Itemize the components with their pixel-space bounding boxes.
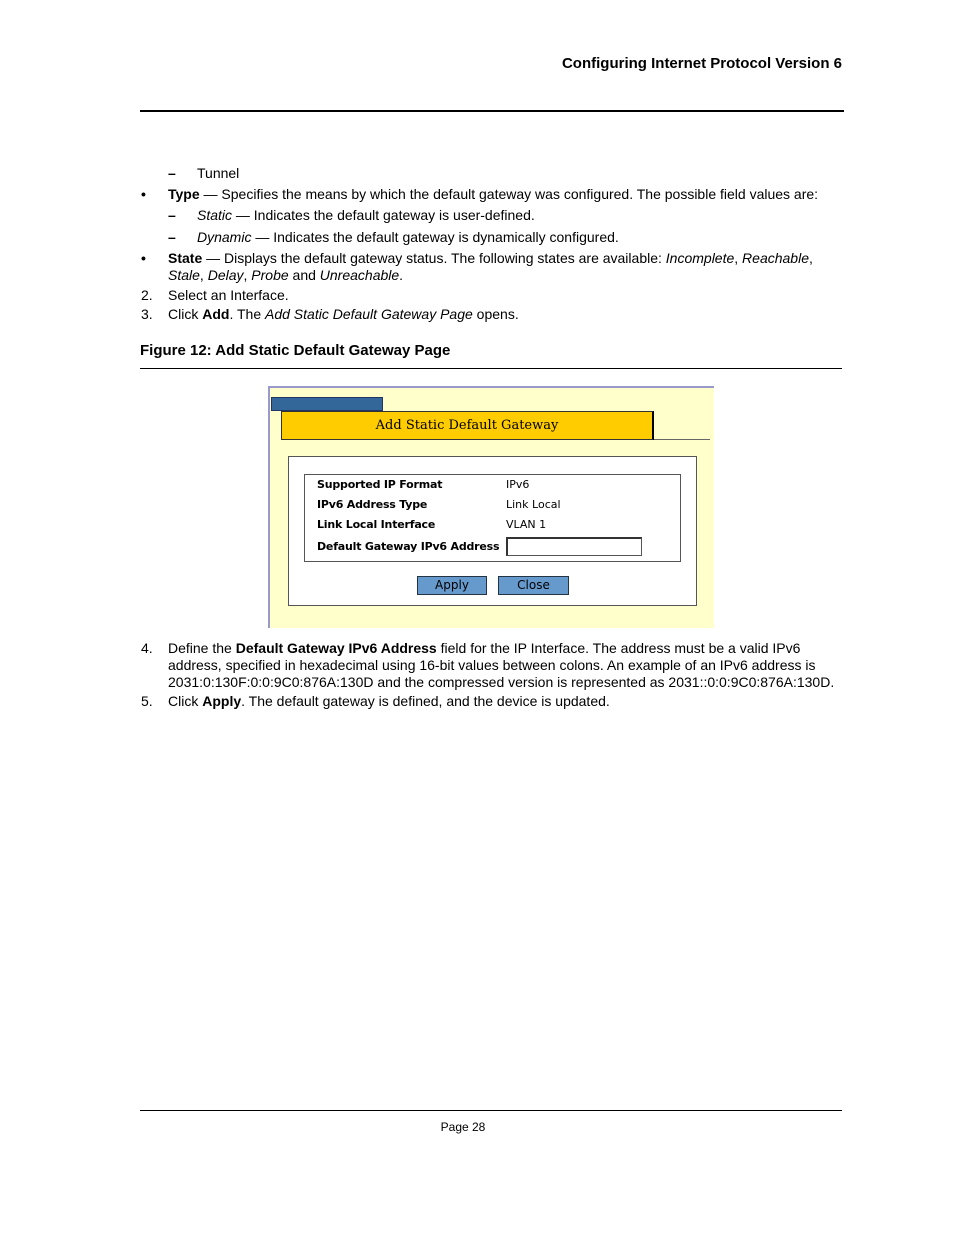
header-divider [140, 110, 844, 112]
list-dash: – [168, 207, 176, 223]
separator: and [288, 267, 320, 283]
list-dash: – [168, 229, 176, 245]
step-3-mid: . The [229, 306, 265, 322]
step-4-line2: address, specified in hexadecimal using 16-bit values between colons. An example of an IPv6 address is [168, 657, 816, 673]
step-4-field-name: Default Gateway IPv6 Address [235, 640, 437, 656]
step-5-apply: Apply [202, 693, 242, 709]
title-underline [654, 439, 710, 440]
step-4-pre: Define the [168, 640, 236, 656]
figure-caption: Figure 12: Add Static Default Gateway Page [140, 342, 451, 359]
field-value-ip-format: IPv6 [506, 478, 530, 491]
step-number: 2. [141, 287, 153, 303]
dynamic-description: — Indicates the default gateway is dynamically configured. [251, 229, 619, 245]
step-4-line3: 2031:0:130F:0:0:9C0:876A:130D and the compressed version is represented as 2031::0:0:9C0:876A:130D. [168, 674, 835, 690]
step-4-line1-post: field for the IP Interface. The address must be a valid IPv6 [436, 640, 801, 656]
step-3-pre: Click [168, 306, 203, 322]
dialog-title: Add Static Default Gateway [281, 411, 654, 440]
step-number: 5. [141, 693, 153, 709]
field-label-link-local-interface: Link Local Interface [317, 518, 436, 531]
state-incomplete: Incomplete [665, 250, 735, 266]
step-3-text [168, 306, 519, 323]
field-value-address-type: Link Local [506, 498, 561, 511]
type-term: Type [168, 186, 200, 202]
list-dash: – [168, 165, 176, 181]
state-probe: Probe [251, 267, 289, 283]
separator: , [199, 267, 208, 283]
static-term: Static [197, 207, 233, 223]
separator: . [399, 267, 404, 283]
step-number: 3. [141, 306, 153, 322]
static-item [197, 207, 535, 224]
footer-divider [140, 1110, 842, 1111]
list-bullet: • [141, 186, 146, 202]
page-header-title: Configuring Internet Protocol Version 6 [561, 55, 842, 72]
field-value-link-local-interface: VLAN 1 [506, 518, 547, 531]
separator: , [808, 250, 813, 266]
state-paragraph-line1 [168, 250, 813, 267]
state-delay: Delay [207, 267, 244, 283]
step-5-text [168, 693, 610, 710]
dynamic-item [197, 229, 619, 246]
state-unreachable: Unreachable [319, 267, 400, 283]
state-paragraph-line2 [168, 267, 403, 284]
field-label-ip-format: Supported IP Format [317, 478, 443, 491]
type-description: — Specifies the means by which the default gateway was configured. The possible field values are: [199, 186, 819, 202]
close-button[interactable]: Close [498, 576, 569, 595]
field-label-default-gateway: Default Gateway IPv6 Address [317, 540, 500, 553]
figure-divider [140, 368, 842, 369]
state-reachable: Reachable [742, 250, 809, 266]
state-stale: Stale [168, 267, 200, 283]
page-number: Page 28 [440, 1120, 486, 1134]
field-label-address-type: IPv6 Address Type [317, 498, 428, 511]
state-description: — Displays the default gateway status. The following states are available: [202, 250, 666, 266]
static-description: — Indicates the default gateway is user-defined. [232, 207, 535, 223]
default-gateway-ipv6-input[interactable] [506, 537, 642, 556]
step-2-text: Select an Interface. [168, 287, 289, 303]
step-5-post: . The default gateway is defined, and the device is updated. [241, 693, 610, 709]
state-term: State [168, 250, 203, 266]
separator: , [734, 250, 743, 266]
dynamic-term: Dynamic [197, 229, 252, 245]
apply-button[interactable]: Apply [417, 576, 487, 595]
dialog-tab [271, 397, 383, 411]
list-bullet: • [141, 250, 146, 266]
type-paragraph [168, 186, 818, 203]
step-5-pre: Click [168, 693, 203, 709]
step-3-add: Add [202, 306, 230, 322]
step-3-page-name: Add Static Default Gateway Page [265, 306, 473, 322]
step-3-post: opens. [472, 306, 519, 322]
list-item-tunnel: Tunnel [197, 165, 240, 181]
separator: , [243, 267, 252, 283]
step-number: 4. [141, 640, 153, 656]
step-4-line1 [168, 640, 800, 657]
